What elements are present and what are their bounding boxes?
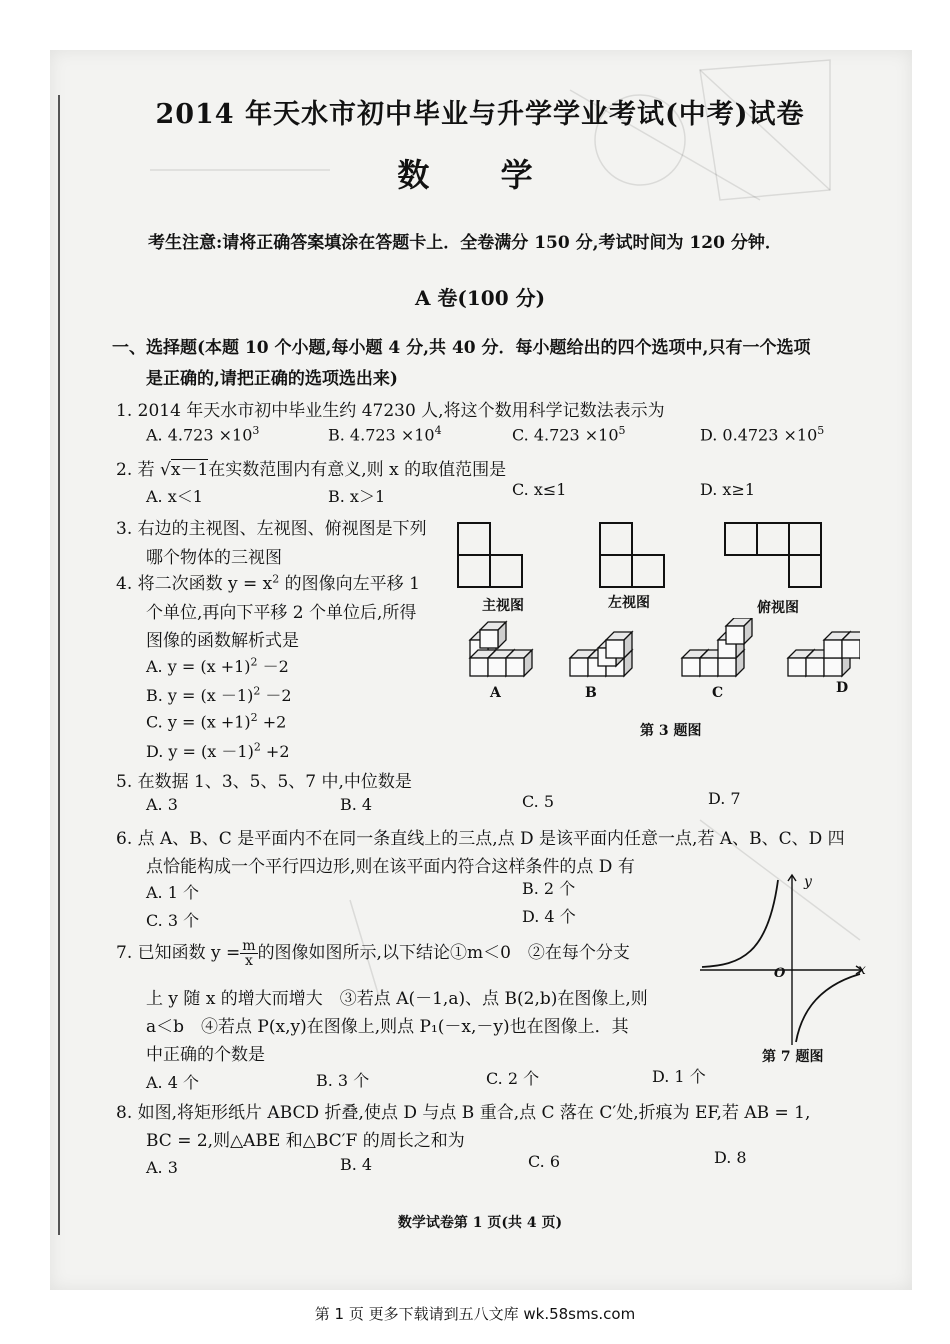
solid-label-c: C <box>712 685 724 701</box>
q6-option-b: B. 2 个 <box>522 879 576 898</box>
q8-option-d: D. 8 <box>714 1148 747 1167</box>
q1-stem: 1. 2014 年天水市初中毕业生约 47230 人,将这个数用科学记数法表示为 <box>116 401 665 421</box>
q4-line2: 个单位,再向下平移 2 个单位后,所得 <box>146 603 417 623</box>
q5-option-b: B. 4 <box>340 795 373 814</box>
solid-label-a: A <box>490 685 501 701</box>
q7-option-c: C. 2 个 <box>486 1069 540 1088</box>
exam-title: 2014 年天水市初中毕业与升学学业考试(中考)试卷 <box>155 99 805 130</box>
x-axis-label: x <box>858 962 866 978</box>
q2-option-c: C. x≤1 <box>512 480 567 499</box>
q3-line1: 3. 右边的主视图、左视图、俯视图是下列 <box>116 519 427 539</box>
top-view-caption: 俯视图 <box>757 600 799 616</box>
section-instructions-line2: 是正确的,请把正确的选项选出来) <box>146 369 398 389</box>
q8-line2: BC = 2,则△ABE 和△BC′F 的周长之和为 <box>146 1131 465 1151</box>
q6-option-d: D. 4 个 <box>522 907 576 926</box>
candidate-notice: 考生注意:请将正确答案填涂在答题卡上．全卷满分 150 分,考试时间为 120 分钟． <box>148 233 782 253</box>
q7-line2: 上 y 随 x 的增大而增大 ③若点 A(－1,a)、点 B(2,b)在图像上,则 <box>146 989 648 1009</box>
y-axis-label: y <box>804 874 812 890</box>
subject-heading: 数 学 <box>397 156 563 194</box>
front-view-caption: 主视图 <box>482 598 524 614</box>
q7-fraction: $\frac{m}{x}$ <box>242 938 256 969</box>
q7-line4: 中正确的个数是 <box>146 1045 265 1065</box>
q4-option-d: D. $y = (x -1)^2 +2$ <box>146 740 290 761</box>
left-view-caption: 左视图 <box>608 595 650 611</box>
q3-line2: 哪个物体的三视图 <box>146 548 282 568</box>
q7-line3: a＜b ④若点 P(x,y)在图像上,则点 P₁(－x,－y)也在图像上．其 <box>146 1017 629 1037</box>
binding-margin-line <box>58 95 60 1235</box>
q7-option-b: B. 3 个 <box>316 1071 370 1090</box>
q6-line1: 6. 点 A、B、C 是平面内不在同一条直线上的三点,点 D 是该平面内任意一点,若 A、B、C、D 四 <box>116 829 845 849</box>
solid-label-d: D <box>836 680 849 696</box>
q1-option-b: B. $4.723 \times 10^4$ <box>328 424 442 445</box>
q4-line3: 图像的函数解析式是 <box>146 631 299 651</box>
q5-stem: 5. 在数据 1、3、5、5、7 中,中位数是 <box>116 772 412 792</box>
q1-option-a: A. $4.723 \times 10^3$ <box>146 424 260 445</box>
hyperbola-graph <box>700 870 880 1050</box>
page-footer: 数学试卷第 1 页(共 4 页) <box>397 1215 563 1231</box>
q6-line2: 点恰能构成一个平行四边形,则在该平面内符合这样条件的点 D 有 <box>146 857 635 877</box>
q7-option-a: A. 4 个 <box>146 1073 199 1092</box>
q7-option-d: D. 1 个 <box>652 1067 706 1086</box>
download-watermark-line: 第 1 页 更多下载请到五八文库 wk.58sms.com <box>314 1305 636 1323</box>
cube-solids-figure <box>460 618 860 693</box>
q2-option-b: B. x＞1 <box>328 487 386 506</box>
q2-option-d: D. x≥1 <box>700 480 756 499</box>
q2-stem: 2. 若 √x－1在实数范围内有意义,则 x 的取值范围是 <box>116 460 507 480</box>
q1-option-d: D. $0.4723 \times 10^5$ <box>700 424 825 445</box>
solid-label-b: B <box>585 685 597 701</box>
q8-line1: 8. 如图,将矩形纸片 ABCD 折叠,使点 D 与点 B 重合,点 C 落在 C′处,折痕为 EF,若 AB = 1, <box>116 1103 811 1123</box>
sqrt-radical-icon: √ <box>160 460 171 480</box>
q5-option-c: C. 5 <box>522 792 555 811</box>
q4-line1: 4. 将二次函数 $y = x^2$ 的图像向左平移 1 <box>116 572 420 594</box>
q8-option-b: B. 4 <box>340 1155 373 1174</box>
q2-radicand: x－1 <box>170 460 209 480</box>
q5-option-d: D. 7 <box>708 789 741 808</box>
q4-option-b: B. $y = (x -1)^2 -2$ <box>146 684 292 705</box>
q7-figure-caption: 第 7 题图 <box>762 1049 824 1065</box>
q2-option-a: A. x＜1 <box>146 487 203 506</box>
volume-heading: A 卷(100 分) <box>414 286 546 310</box>
section-instructions-line1: 一、选择题(本题 10 个小题,每小题 4 分,共 40 分．每小题给出的四个选项中,只有一个选项 <box>112 338 811 358</box>
q4-option-a: A. $y = (x +1)^2 -2$ <box>146 655 289 676</box>
q7-line1: 7. 已知函数 y = $\frac{m}{x}$ 的图像如图所示,以下结论①m＜0 ②在每个分支 <box>116 938 630 969</box>
q3-figure-caption: 第 3 题图 <box>640 723 702 739</box>
q4-option-c: C. $y = (x +1)^2 +2$ <box>146 711 287 732</box>
origin-label: O <box>774 966 786 981</box>
three-views-figure <box>450 515 850 605</box>
q1-option-c: C. $4.723 \times 10^5$ <box>512 424 626 445</box>
q8-option-a: A. 3 <box>146 1158 178 1177</box>
q5-option-a: A. 3 <box>146 795 178 814</box>
q6-option-a: A. 1 个 <box>146 883 199 902</box>
q8-option-c: C. 6 <box>528 1152 561 1171</box>
q6-option-c: C. 3 个 <box>146 911 200 930</box>
